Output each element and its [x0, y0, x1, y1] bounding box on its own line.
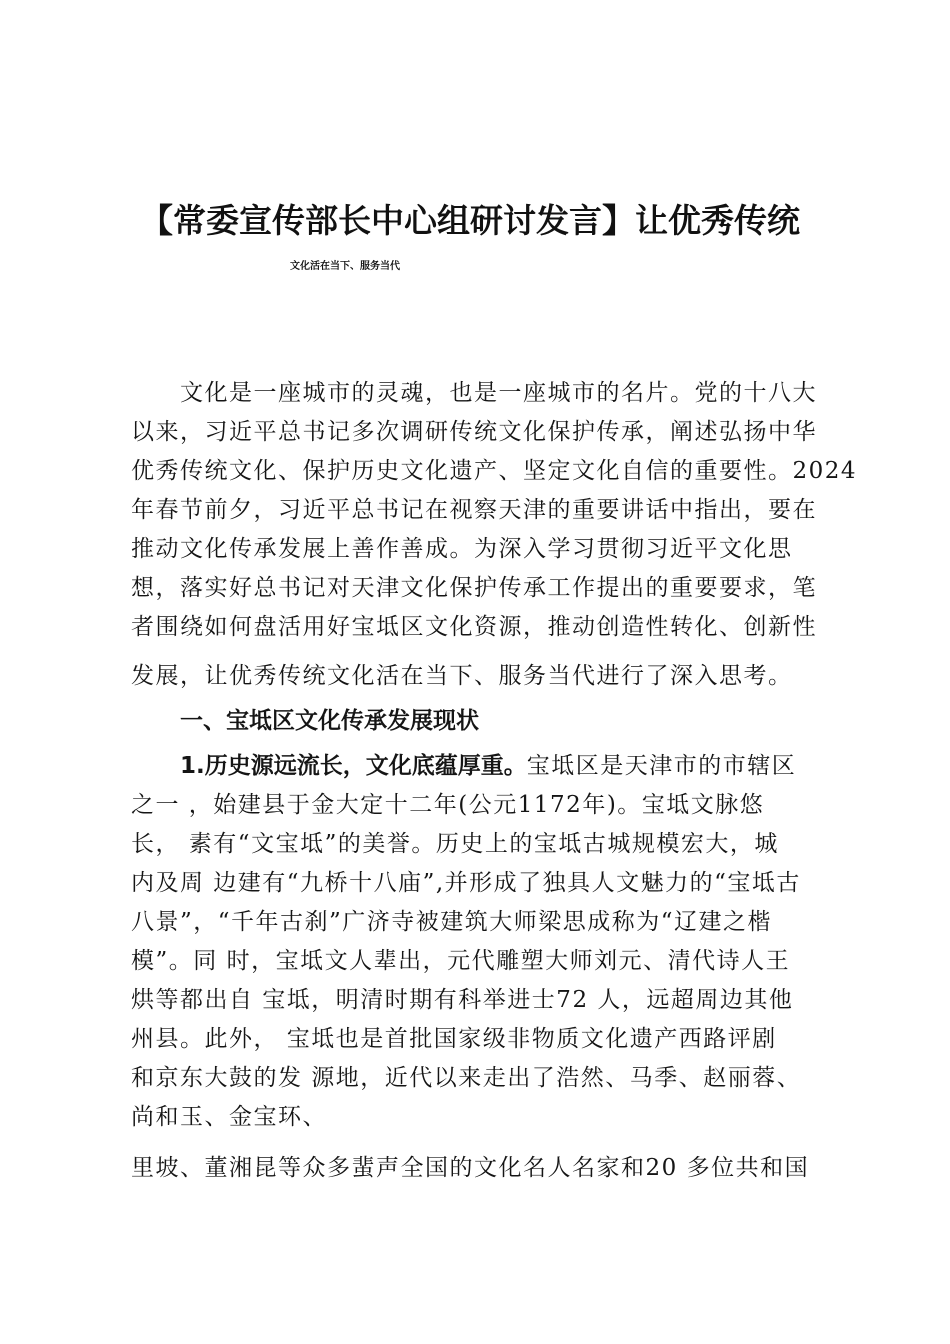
body-line: 八景”，“千年古刹”广济寺被建筑大师梁思成称为“辽建之楷: [131, 909, 773, 935]
intro-paragraph-line: 以来，习近平总书记多次调研传统文化保护传承，阐述弘扬中华: [131, 419, 817, 445]
body-line-continued: 里坡、董湘昆等众多蜚声全国的文化名人名家和20 多位共和国: [131, 1155, 810, 1181]
subsection-first-rest: 宝坻区是天津市的市辖区: [526, 753, 797, 779]
body-line: 州县。此外， 宝坻也是首批国家级非物质文化遗产西路评剧: [131, 1026, 777, 1052]
body-line: 烘等都出自 宝坻，明清时期有科举进士72 人，远超周边其他: [131, 987, 794, 1013]
document-title-line-2: 文化活在当下、服务当代: [290, 261, 400, 272]
body-line: 长， 素有“文宝坻”的美誉。历史上的宝坻古城规模宏大，城: [131, 831, 779, 857]
body-line: 和京东大鼓的发 源地，近代以来走出了浩然、马季、赵丽蓉、: [131, 1065, 802, 1091]
section-heading: 一、宝坻区文化传承发展现状: [180, 708, 479, 734]
intro-paragraph-line: 年春节前夕，习近平总书记在视察天津的重要讲话中指出，要在: [131, 497, 817, 523]
document-title-line-1: 【常委宣传部长中心组研讨发言】让优秀传统: [140, 201, 800, 240]
body-line: 模”。同 时，宝坻文人辈出，元代雕塑大师刘元、清代诗人王: [131, 948, 791, 974]
subsection-first-line: [180, 748, 796, 784]
body-line: 之一 ，始建县于金大定十二年(公元1172年)。宝坻文脉悠: [131, 792, 765, 818]
intro-paragraph-line: 文化是一座城市的灵魂，也是一座城市的名片。党的十八大: [180, 380, 817, 406]
intro-paragraph-line: 者围绕如何盘活用好宝坻区文化资源，推动创造性转化、创新性: [131, 614, 817, 640]
body-line: 尚和玉、金宝环、: [131, 1104, 327, 1130]
intro-paragraph-line: 发展，让优秀传统文化活在当下、服务当代进行了深入思考。: [131, 663, 793, 689]
intro-paragraph-line: 想，落实好总书记对天津文化保护传承工作提出的重要要求，笔: [131, 575, 817, 601]
body-line: 内及周 边建有“九桥十八庙”,并形成了独具人文魅力的“宝坻古: [131, 870, 801, 896]
subsection-lead: 1.历史源远流长，文化底蕴厚重。: [180, 753, 527, 779]
intro-paragraph-line: 推动文化传承发展上善作善成。为深入学习贯彻习近平文化思: [131, 536, 793, 562]
intro-paragraph-line: 优秀传统文化、保护历史文化遗产、坚定文化自信的重要性。2024: [131, 458, 858, 484]
